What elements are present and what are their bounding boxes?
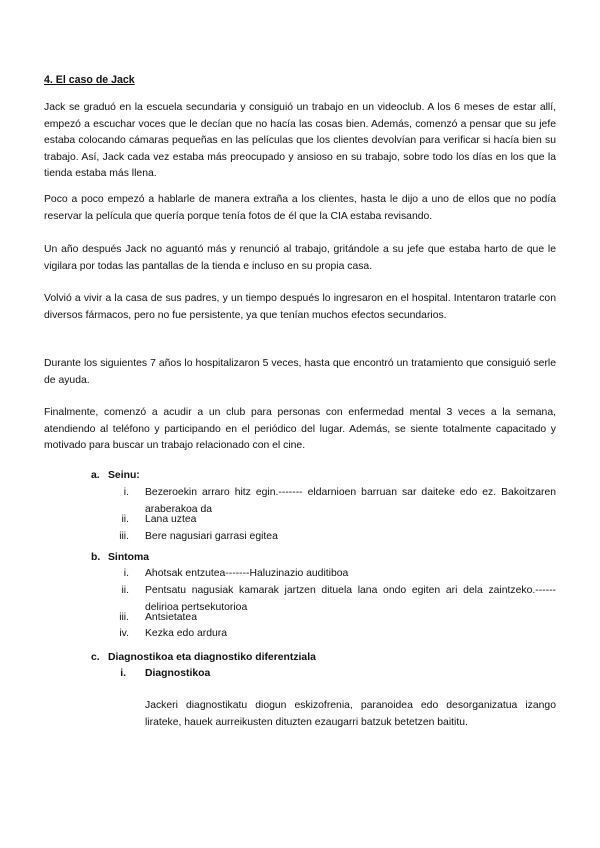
section-b-letter: b. xyxy=(91,552,101,563)
paragraph-1: Jack se graduó en la escuela secundaria y consiguió un trabajo en un videoclub. A los 6 meses de estar allí, empezó a escuchar voces que le decían que no hacía las cosas bien. Además, comenzó a pensar que su jefe estaba colocando cámaras pequeñas en las películas que los clientes devolvían para verificar si hacía bien su trabajo. Así, Jack cada vez estaba más preocupado y ansioso en su trabajo, sobre todo los días en los que la tienda estaba más llena. xyxy=(44,102,556,179)
list-item-text: Ahotsak entzutea-------Haluzinazio auditiboa xyxy=(145,568,349,579)
list-item-text: Pentsatu nagusiak kamarak jartzen dituela lana ondo egiten ari dela zaintzeko.------delirioa pertsekutorioa xyxy=(145,585,556,613)
list-item-text: Bere nagusiari garrasi egitea xyxy=(145,531,278,542)
section-c-title xyxy=(91,650,316,667)
section-heading: 4. El caso de Jack xyxy=(44,74,135,86)
paragraph-6: Finalmente, comenzó a acudir a un club para personas con enfermedad mental 3 veces a la semana, atendiendo al teléfono y participando en el periódico del lugar. Además, se siente totalmente capacitado y motivado para buscar un trabajo relacionado con el cine. xyxy=(44,407,556,451)
section-c-letter: c. xyxy=(91,652,100,663)
section-a-label: Seinu: xyxy=(108,470,140,481)
subsection-number: i. xyxy=(120,668,126,679)
list-item-number: ii. xyxy=(121,514,129,525)
list-item-number: i. xyxy=(123,568,129,579)
paragraph-5: Durante los siguientes 7 años lo hospitalizaron 5 veces, hasta que encontró un tratamiento que consiguió serle de ayuda. xyxy=(44,358,556,386)
list-item-text: Lana uztea xyxy=(145,514,197,525)
list-item-number: iv. xyxy=(119,628,129,639)
paragraph-4: Volvió a vivir a la casa de sus padres, y un tiempo después lo ingresaron en el hospital. Intentaron tratarle con diversos fármacos, pero no fue persistente, ya que tenían muchos efectos secundarios. xyxy=(44,293,556,321)
list-item-text: Antsietatea xyxy=(145,612,197,623)
section-b-label: Sintoma xyxy=(108,552,149,563)
paragraph-3: Un año después Jack no aguantó más y renunció al trabajo, gritándole a su jefe que estaba harto de que le vigilara por todas las pantallas de la tienda e incluso en su propia casa. xyxy=(44,244,556,272)
section-b-title xyxy=(91,550,149,567)
list-item-number: i. xyxy=(123,487,129,498)
section-a-title xyxy=(91,468,140,485)
paragraph-2: Poco a poco empezó a hablarle de manera extraña a los clientes, hasta le dijo a uno de ellos que no podía reservar la película que quería porque tenía fotos de él que la CIA estaba revisando. xyxy=(44,194,556,222)
list-item-number: iii. xyxy=(119,531,129,542)
section-a-letter: a. xyxy=(91,470,100,481)
subsection-title: Diagnostikoa xyxy=(145,668,211,679)
list-item-text: Kezka edo ardura xyxy=(145,628,228,639)
section-c-label: Diagnostikoa eta diagnostiko diferentziala xyxy=(108,652,316,663)
list-item-text: Bezeroekin arraro hitz egin.------- eldarnioen barruan sar daiteke edo ez. Bakoitzaren araberakoa da xyxy=(145,487,556,515)
diagnosis-paragraph: Jackeri diagnostikatu diogun eskizofrenia, paranoidea edo desorganizatua izango lirateke, hauek aurreikusten dituzten ezaugarri batzuk betetzen baititu. xyxy=(145,700,556,728)
list-item-number: ii. xyxy=(121,585,129,596)
list-item-number: iii. xyxy=(119,612,129,623)
